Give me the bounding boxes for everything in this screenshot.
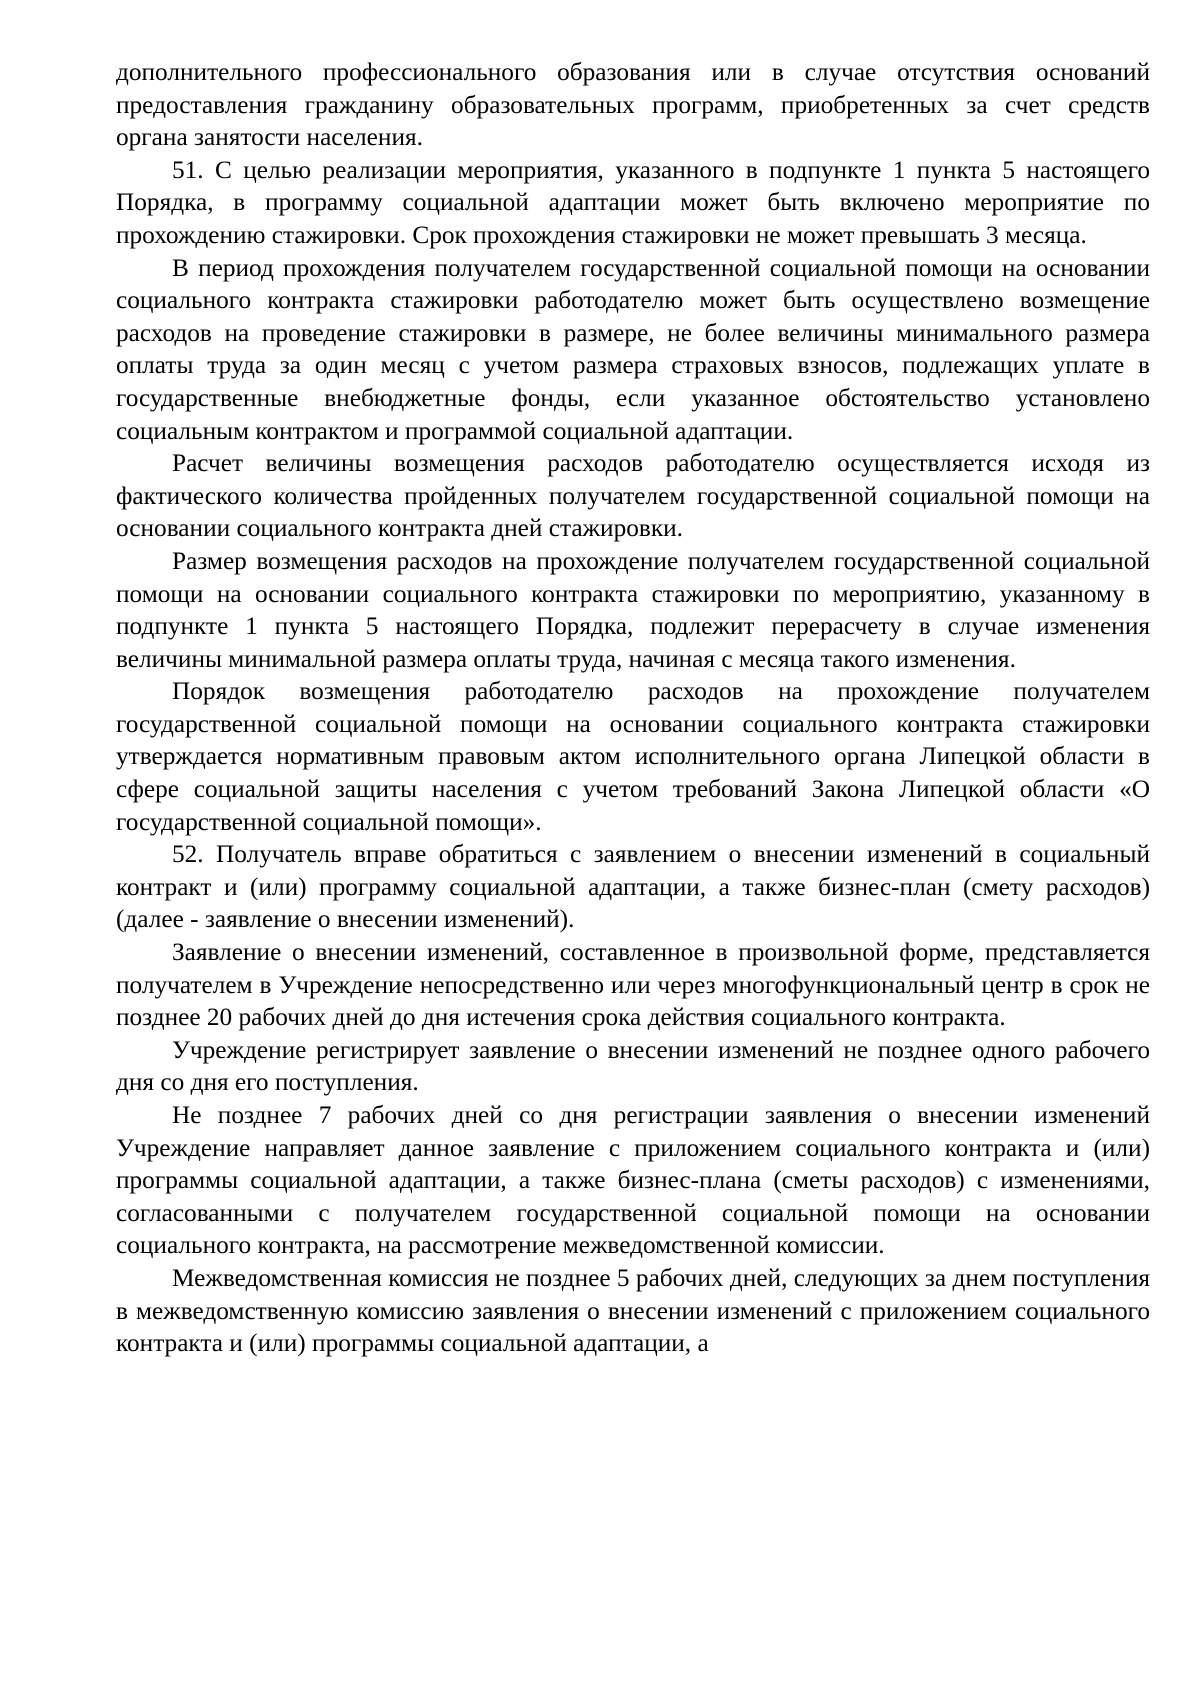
paragraph-compensation-calculation: Расчет величины возмещения расходов работодателю осуществляется исходя из фактического количества пройденных получателем государственной социальной помощи на основании социального контракта дней стажировки. [116,449,1150,543]
paragraph-continuation: дополнительного профессионального образования или в случае отсутствия оснований предоставления гражданину образовательных программ, приобретенных за счет средств органа занятости населения. [116,58,1150,152]
paragraph-commission-review: Межведомственная комиссия не позднее 5 рабочих дней, следующих за днем поступления в межведомственную комиссию заявления о внесении изменений с приложением социального контракта и (или) программы социальной адаптации, а [116,1263,1150,1358]
paragraph-application-submission: Заявление о внесении изменений, составленное в произвольной форме, представляется получателем в Учреждение непосредственно или через многофункциональный центр в срок не позднее 20 рабочих дней до дня истечения срока действия социального контракта. [116,938,1150,1032]
paragraph-application-registration: Учреждение регистрирует заявление о внесении изменений не позднее одного рабочего дня со дня его поступления. [116,1035,1150,1097]
paragraph-item-52: 52. Получатель вправе обратиться с заявлением о внесении изменений в социальный контракт и (или) программу социальной адаптации, а также бизнес-план (смету расходов) (далее - заявление о внесении изменений). [116,840,1150,934]
paragraph-internship-compensation: В период прохождения получателем государственной социальной помощи на основании социального контракта стажировки работодателю может быть осуществлено возмещение расходов на проведение стажировки в размере, не более величины минимального размера оплаты труда за один месяц с учетом размера страховых взносов, подлежащих уплате в государственные внебюджетные фонды, если указанное обстоятельство установлено социальным контрактом и программой социальной адаптации. [116,253,1150,445]
paragraph-item-51: 51. С целью реализации мероприятия, указанного в подпункте 1 пункта 5 настоящего Порядка, в программу социальной адаптации может быть включено мероприятие по прохождению стажировки. Срок прохождения стажировки не может превышать 3 месяца. [116,155,1150,249]
paragraph-recalculation: Размер возмещения расходов на прохождение получателем государственной социальной помощи на основании социального контракта стажировки по мероприятию, указанному в подпункте 1 пункта 5 настоящего Порядка, подлежит перерасчету в случае изменения величины минимальной размера оплаты труда, начиная с месяца такого изменения. [116,546,1150,673]
paragraph-application-forwarding: Не позднее 7 рабочих дней со дня регистрации заявления о внесении изменений Учреждение направляет данное заявление с приложением социального контракта и (или) программы социальной адаптации, а также бизнес-плана (сметы расходов) с изменениями, согласованными с получателем государственной социальной помощи на основании социального контракта, на рассмотрение межведомственной комиссии. [116,1101,1150,1260]
document-page [116,56,1150,1360]
paragraph-compensation-procedure: Порядок возмещения работодателю расходов на прохождение получателем государственной социальной помощи на основании социального контракта стажировки утверждается нормативным правовым актом исполнительного органа Липецкой области в сфере социальной защиты населения с учетом требований Закона Липецкой области «О государственной социальной помощи». [116,677,1150,836]
